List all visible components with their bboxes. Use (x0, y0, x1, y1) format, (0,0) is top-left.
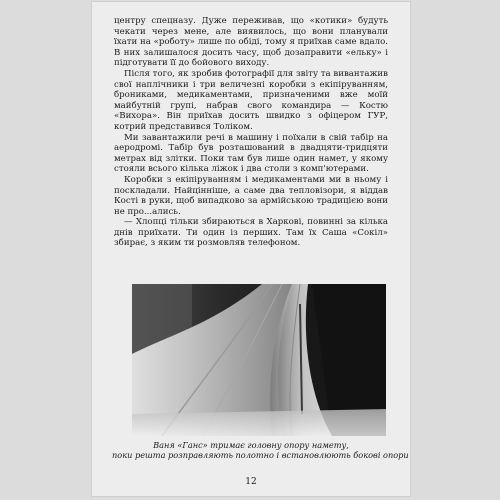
book-page (92, 2, 410, 496)
tent-photo (132, 284, 386, 436)
paragraph: центру спецназу. Дуже переживав, що «котики» будуть чекати через мене, але виявилось, що вони планували їхати на «роботу» лише по обіді, тому я приїхав саме вдало. В них залишалося досить часу, щоб дозаправити «ельку» і підготувати її до бойового виходу. (114, 16, 388, 69)
paragraph: — Хлопці тільки збираються в Харкові, повинні за кілька днів приїхати. Ти один із перших. Там їх Саша «Сокіл» збирає, з яким ти розмовляв телефоном. (114, 217, 388, 249)
paragraph: Після того, як зробив фотографії для звіту та вивантажив свої наплічники і три величезні коробки з екіпіруванням, брониками, медикаментами, призначеними вже моїй майбутній групі, набрав свого командира — Костю «Вихора». Він приїхав досить швидко з офіцером ГУР, котрий представився Толіком. (114, 68, 388, 132)
tent-photo-image (132, 284, 386, 436)
paragraph: Ми завантажили речі в машину і поїхали в свій табір на аеродромі. Табір був розташований в двадцяти-тридцяти метрах від злітки. Поки там був лише один намет, у якому стояли всього кілька ліжок і два столи з комп'ютерами. (114, 132, 388, 175)
photo-caption (112, 440, 409, 461)
caption-line: Ваня «Ганс» тримає головну опору намету, (153, 440, 349, 450)
body-text (114, 16, 388, 249)
caption-line: поки решта розправляють полотно і встановлюють бокові опори (112, 450, 409, 461)
paragraph: Коробки з екіпіруванням і медикаментами ми в ньому і поскладали. Найцінніше, а саме два тепловізори, я віддав Кості в руки, щоб випадково за армійською традицією вони не про...ались. (114, 174, 388, 217)
page-number: 12 (245, 477, 257, 487)
